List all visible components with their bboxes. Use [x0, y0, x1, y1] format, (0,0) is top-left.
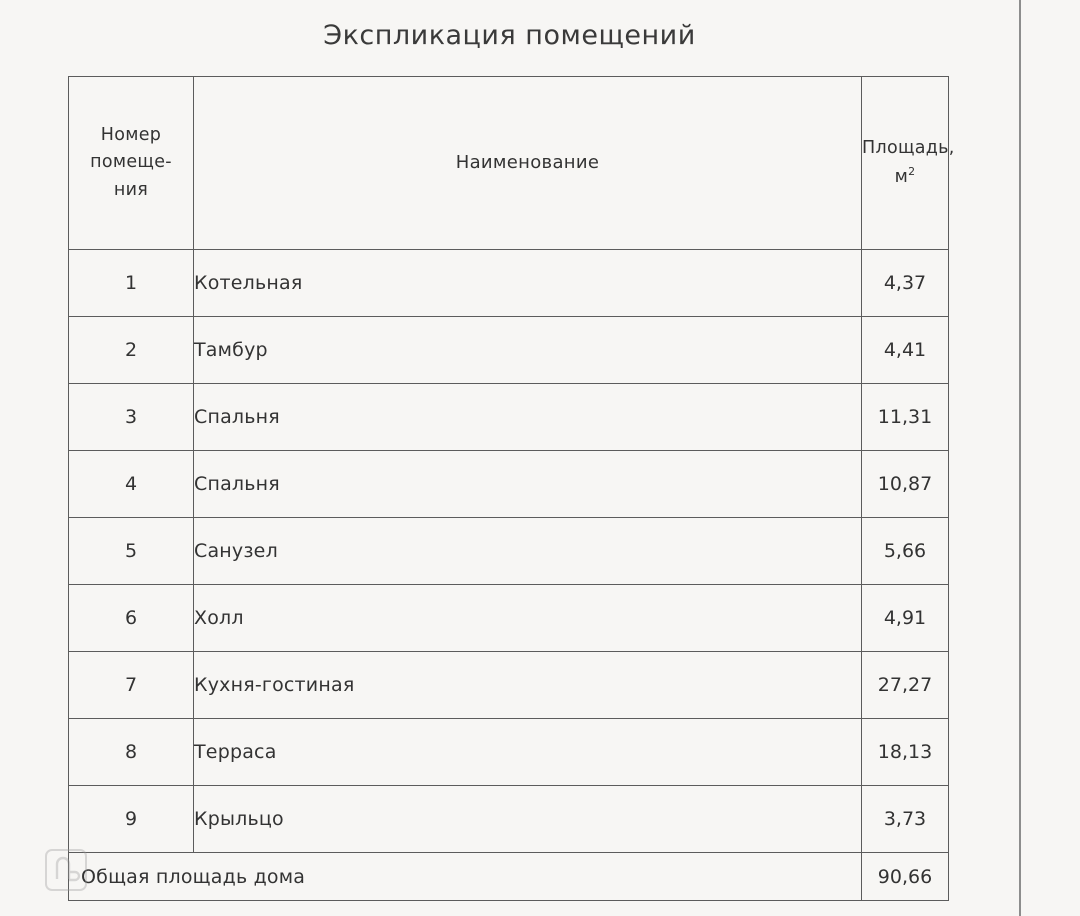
table-row: [69, 719, 949, 786]
column-header-area-text: Площадь, м: [862, 138, 955, 187]
table-row: [69, 652, 949, 719]
total-label: Общая площадь дома: [69, 853, 862, 901]
cell-number: 7: [69, 652, 194, 719]
cell-name: Спальня: [194, 451, 862, 518]
column-header-number-line3: ния: [113, 179, 149, 200]
cell-area: 3,73: [862, 786, 949, 853]
table-total-row: [69, 853, 949, 901]
table-header: [69, 77, 955, 250]
sheet-right-border: [1019, 0, 1021, 916]
cell-area: 27,27: [862, 652, 949, 719]
cell-area: 4,41: [862, 317, 949, 384]
column-header-number-line2: помеще-: [90, 152, 172, 173]
table-row: [69, 384, 949, 451]
cell-number: 3: [69, 384, 194, 451]
cell-number: 9: [69, 786, 194, 853]
table-body: [69, 250, 949, 901]
cell-name: Котельная: [194, 250, 862, 317]
table-row: [69, 786, 949, 853]
cell-number: 5: [69, 518, 194, 585]
cell-number: 4: [69, 451, 194, 518]
total-value: 90,66: [862, 853, 949, 901]
table-row: [69, 317, 949, 384]
cell-name: Кухня-гостиная: [194, 652, 862, 719]
table-row: [69, 518, 949, 585]
table-row: [69, 585, 949, 652]
cell-name: Санузел: [194, 518, 862, 585]
cell-name: Терраса: [194, 719, 862, 786]
cell-name: Холл: [194, 585, 862, 652]
cell-area: 4,91: [862, 585, 949, 652]
cell-name: Крыльцо: [194, 786, 862, 853]
cell-number: 2: [69, 317, 194, 384]
cell-area: 4,37: [862, 250, 949, 317]
explication-table-container: [68, 76, 955, 901]
table-row: [69, 451, 949, 518]
cell-area: 18,13: [862, 719, 949, 786]
cell-area: 10,87: [862, 451, 949, 518]
cell-number: 6: [69, 585, 194, 652]
cell-area: 11,31: [862, 384, 949, 451]
page-title: Экспликация помещений: [323, 20, 696, 51]
column-header-number-line1: Номер: [100, 125, 162, 146]
cell-area: 5,66: [862, 518, 949, 585]
column-header-area-superscript: 2: [908, 164, 916, 178]
column-header-name: Наименование: [194, 77, 862, 250]
cell-name: Тамбур: [194, 317, 862, 384]
cell-number: 1: [69, 250, 194, 317]
column-header-area: [862, 77, 955, 250]
cell-name: Спальня: [194, 384, 862, 451]
table-row: [69, 250, 949, 317]
column-header-number: [69, 77, 194, 250]
explication-table: [68, 76, 955, 901]
cell-number: 8: [69, 719, 194, 786]
watermark-logo-icon: [44, 848, 88, 892]
table-header-row: [69, 77, 949, 250]
